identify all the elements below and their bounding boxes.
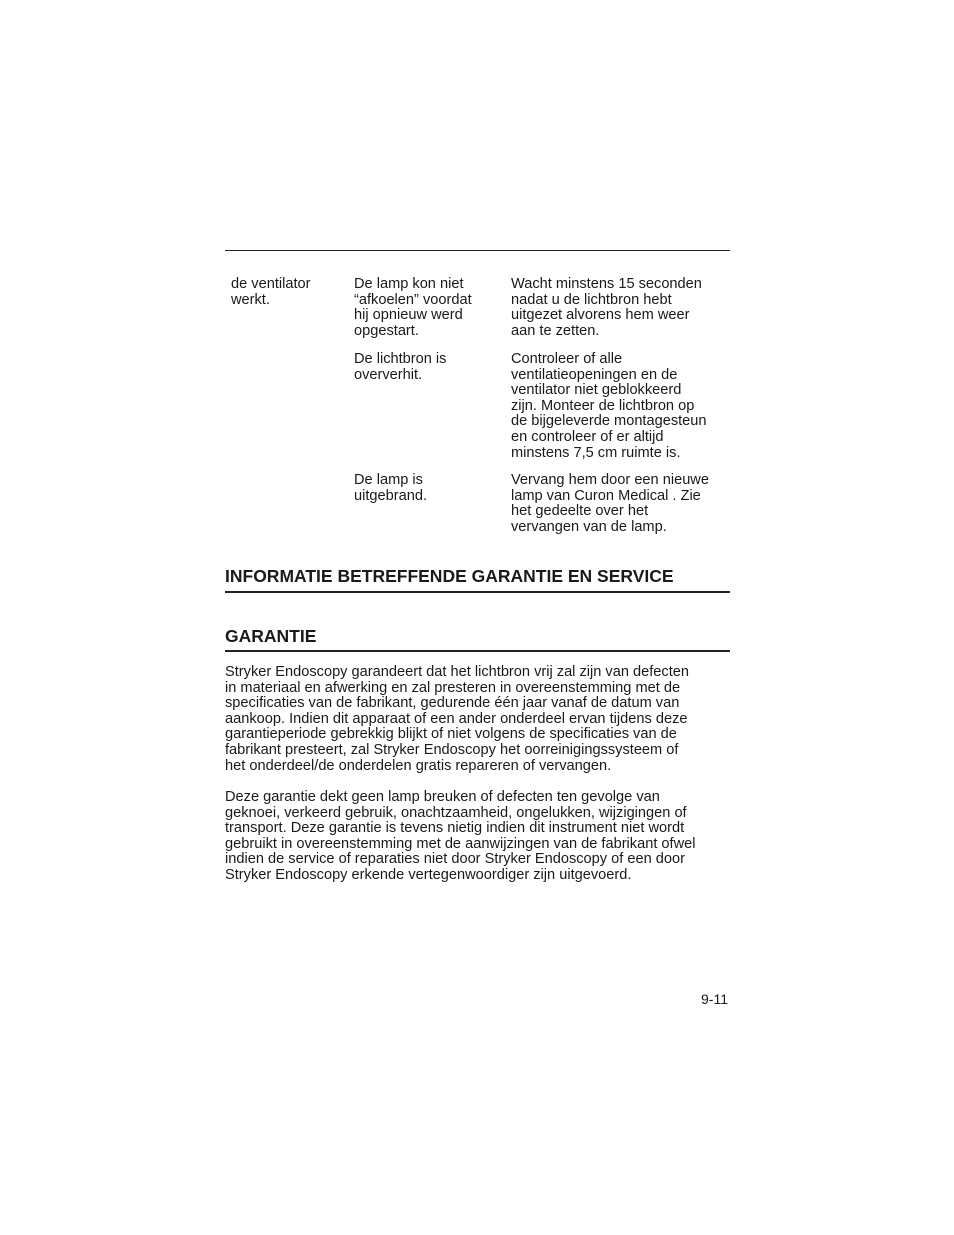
- warranty-exclusions-paragraph: Deze garantie dekt geen lamp breuken of defecten ten gevolge van geknoei, verkeerd gebruik, onachtzaamheid, ongelukken, wijzigingen of transport. Deze garantie is tevens nietig indien dit instrument niet wordt gebruikt in overeenstemming met de aanwijzingen van de fabrikant ofwel indien de service of reparaties niet door Stryker Endoscopy of een door Stryker Endoscopy erkende vertegenwoordiger zijn uitgevoerd.: [225, 789, 696, 883]
- table-cell-cause: De lamp is uitgebrand.: [354, 472, 428, 504]
- table-cell-symptom: de ventilator werkt.: [231, 276, 311, 308]
- table-top-rule: [225, 250, 730, 251]
- section-heading: INFORMATIE BETREFFENDE GARANTIE EN SERVICE: [225, 566, 674, 586]
- table-cell-remedy: Controleer of alle ventilatieopeningen en de ventilator niet geblokkeerd zijn. Monteer de lichtbron op de bijgeleverde montagesteun en controleer of er altijd minstens 7,5 cm ruimte is.: [511, 351, 707, 461]
- table-cell-remedy: Vervang hem door een nieuwe lamp van Curon Medical . Zie het gedeelte over het vervangen van de lamp.: [511, 472, 709, 535]
- subsection-heading-rule: [225, 650, 730, 652]
- table-cell-cause: De lichtbron is oververhit.: [354, 351, 447, 383]
- subsection-heading: GARANTIE: [225, 626, 317, 646]
- table-cell-cause: De lamp kon niet “afkoelen” voordat hij opnieuw werd opgestart.: [354, 276, 472, 339]
- section-heading-rule: [225, 591, 730, 593]
- table-cell-remedy: Wacht minstens 15 seconden nadat u de lichtbron hebt uitgezet alvorens hem weer aan te zetten.: [511, 276, 702, 339]
- warranty-paragraph: Stryker Endoscopy garandeert dat het lichtbron vrij zal zijn van defecten in materiaal en afwerking en zal presteren in overeenstemming met de specificaties van de fabrikant, gedurende één jaar vanaf de datum van aankoop. Indien dit apparaat of een ander onderdeel ervan tijdens deze garantieperiode gebrekkig blijkt of niet volgens de specificaties van de fabrikant presteert, zal Stryker Endoscopy het oorreinigingssysteem of het onderdeel/de onderdelen gratis repareren of vervangen.: [225, 664, 690, 774]
- page-number: 9-11: [701, 991, 728, 1007]
